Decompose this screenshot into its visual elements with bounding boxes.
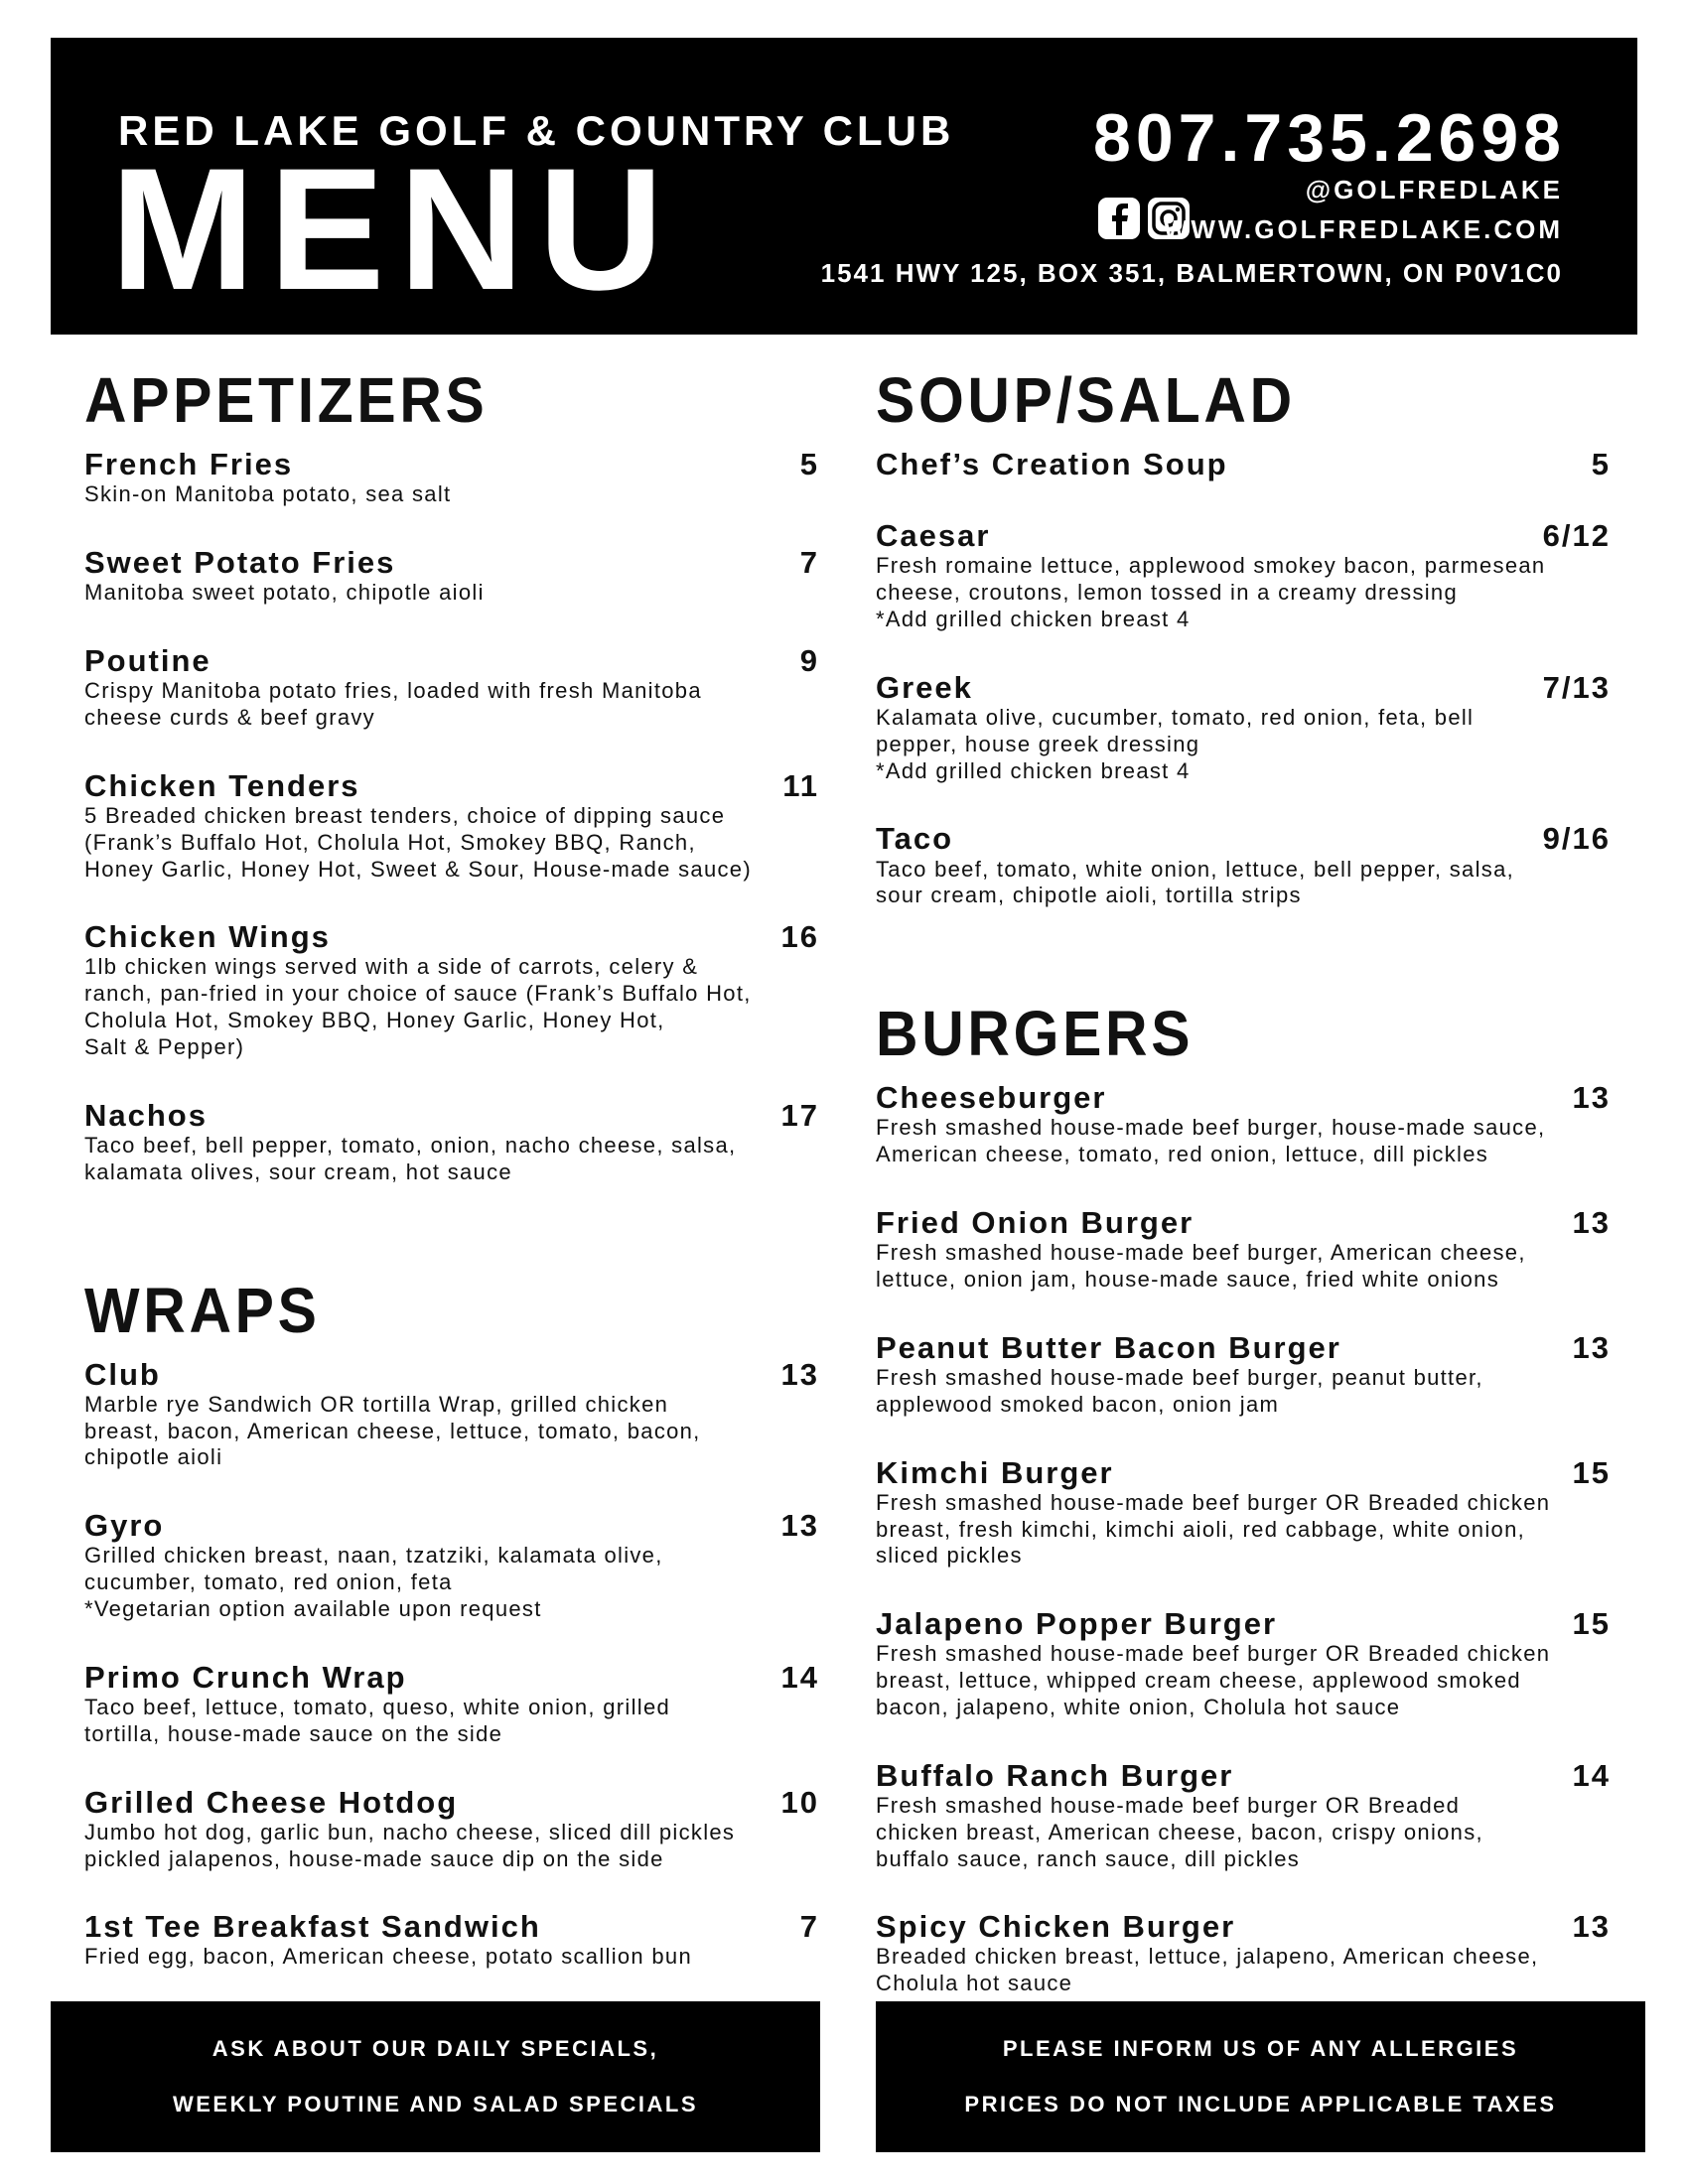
menu-item-description: Fresh smashed house-made beef burger, American cheese, lettuce, onion jam, house-made sauce, fried white onions — [876, 1240, 1526, 1293]
menu-item-description: Fresh smashed house-made beef burger OR Breaded chicken breast, fresh kimchi, kimchi aioli, red cabbage, white onion, sliced pickles — [876, 1489, 1551, 1569]
menu-item-price: 14 — [780, 1659, 819, 1695]
menu-item-description: Manitoba sweet potato, chipotle aioli — [84, 580, 485, 606]
menu-item-header — [84, 546, 819, 580]
menu-item-header — [876, 1081, 1611, 1115]
menu-item-name: Chef’s Creation Soup — [876, 447, 1228, 482]
footer-line: WEEKLY POUTINE AND SALAD SPECIALS — [172, 2092, 699, 2116]
menu-item-price: 15 — [1572, 1606, 1611, 1642]
menu-item-price: 5 — [799, 447, 819, 482]
menu-item-description: Skin-on Manitoba potato, sea salt — [84, 481, 452, 507]
menu-item-name: Kimchi Burger — [876, 1454, 1114, 1490]
menu-item — [876, 1331, 1611, 1419]
menu-item-description: Fresh smashed house-made beef burger, house-made sauce, American cheese, tomato, red onion, lettuce, dill pickles — [876, 1115, 1546, 1167]
menu-item-description: Fried egg, bacon, American cheese, potato scallion bun — [84, 1944, 692, 1970]
menu-item — [876, 1081, 1611, 1168]
menu-item-price: 13 — [780, 1508, 819, 1544]
menu-item — [876, 448, 1611, 481]
menu-item-header — [84, 1358, 819, 1392]
menu-item-name: Greek — [876, 669, 973, 705]
menu-item — [876, 822, 1611, 909]
appetizers-list — [84, 448, 819, 1185]
wraps-list — [84, 1358, 819, 1972]
menu-item-description: Kalamata olive, cucumber, tomato, red onion, feta, bell pepper, house greek dressing *Add grilled chicken breast 4 — [876, 704, 1475, 783]
menu-item-header — [84, 1661, 819, 1695]
menu-item-price: 13 — [1572, 1080, 1611, 1116]
menu-item-description: 1lb chicken wings served with a side of carrots, celery & ranch, pan-fried in your choice of sauce (Frank’s Buffalo Hot, Cholula Hot, Smokey BBQ, Honey Garlic, Honey Hot, Salt & Pepper) — [84, 954, 752, 1059]
menu-item-header — [84, 920, 819, 954]
appetizers-section — [84, 364, 819, 1186]
menu-item-header — [876, 519, 1611, 553]
menu-item-description: Fresh smashed house-made beef burger, peanut butter, applewood smoked bacon, onion jam — [876, 1364, 1483, 1417]
menu-item-name: Gyro — [84, 1508, 165, 1544]
menu-item-price: 7 — [799, 1909, 819, 1945]
menu-item-price: 14 — [1572, 1757, 1611, 1793]
facebook-icon — [1096, 196, 1142, 241]
menu-item — [84, 644, 819, 732]
section-title: SOUP/SALAD — [876, 364, 1296, 436]
soup-salad-section — [876, 364, 1611, 909]
menu-item-price: 11 — [782, 767, 819, 803]
club-name: RED LAKE GOLF & COUNTRY CLUB — [118, 107, 955, 154]
menu-item-name: Sweet Potato Fries — [84, 545, 396, 581]
menu-item-price: 13 — [1572, 1205, 1611, 1241]
soup-salad-list — [876, 448, 1611, 909]
phone-number: 807.735.2698 — [1093, 100, 1566, 176]
menu-item-header — [84, 769, 819, 803]
burgers-list — [876, 1081, 1611, 2024]
menu-item-name: French Fries — [84, 447, 294, 482]
menu-item-price: 9/16 — [1542, 821, 1611, 857]
menu-item-header — [876, 1910, 1611, 1944]
menu-item-description: Jumbo hot dog, garlic bun, nacho cheese, sliced dill pickles pickled jalapenos, house-made sauce dip on the side — [84, 1819, 736, 1871]
website: WWW.GOLFREDLAKE.COM — [1163, 214, 1563, 244]
menu-item-description: Taco beef, tomato, white onion, lettuce, bell pepper, salsa, sour cream, chipotle aioli, tortilla strips — [876, 856, 1515, 908]
menu-item — [876, 1456, 1611, 1570]
menu-item-name: Jalapeno Popper Burger — [876, 1606, 1278, 1642]
specials-notice — [51, 2001, 820, 2152]
menu-item-name: Chicken Wings — [84, 919, 331, 955]
menu-item-description: Fresh smashed house-made beef burger OR Breaded chicken breast, American cheese, bacon, crispy onions, buffalo sauce, ranch sauce, dill pickles — [876, 1792, 1483, 1871]
menu-item-price: 17 — [780, 1097, 819, 1133]
menu-item-header — [84, 448, 819, 481]
social-handle: @GOLFREDLAKE — [1305, 175, 1563, 205]
menu-item-name: Poutine — [84, 643, 211, 679]
menu-item-name: Chicken Tenders — [84, 767, 360, 803]
menu-item-header — [876, 1456, 1611, 1490]
menu-item-price: 5 — [1591, 447, 1611, 482]
menu-header — [51, 38, 1637, 335]
menu-item-header — [84, 1099, 819, 1133]
menu-item-header — [84, 1509, 819, 1543]
menu-item-name: Primo Crunch Wrap — [84, 1659, 407, 1695]
menu-item-name: Nachos — [84, 1097, 208, 1133]
menu-item-header — [84, 644, 819, 678]
menu-item — [84, 769, 819, 884]
menu-item-price: 7 — [799, 545, 819, 581]
section-title: APPETIZERS — [84, 364, 489, 436]
section-title: WRAPS — [84, 1274, 321, 1346]
menu-item — [876, 671, 1611, 785]
menu-item — [84, 1099, 819, 1186]
menu-item — [84, 1910, 819, 1971]
menu-item — [84, 546, 819, 607]
menu-item — [84, 920, 819, 1060]
burgers-section — [876, 998, 1611, 2024]
menu-item-price: 6/12 — [1542, 518, 1611, 554]
menu-item-description: Grilled chicken breast, naan, tzatziki, kalamata olive, cucumber, tomato, red onion, feta *Vegetarian option available upon request — [84, 1543, 663, 1622]
menu-item-header — [876, 1331, 1611, 1365]
menu-item-description: Breaded chicken breast, lettuce, jalapeno, American cheese, Cholula hot sauce — [876, 1944, 1539, 1996]
menu-item — [876, 519, 1611, 633]
menu-item-name: Buffalo Ranch Burger — [876, 1757, 1234, 1793]
menu-item-description: Taco beef, bell pepper, tomato, onion, nacho cheese, salsa, kalamata olives, sour cream, hot sauce — [84, 1132, 737, 1184]
menu-item-name: Spicy Chicken Burger — [876, 1909, 1236, 1945]
menu-item-description: Fresh romaine lettuce, applewood smokey bacon, parmesean cheese, croutons, lemon tossed in a creamy dressing *Add grilled chicken breast 4 — [876, 553, 1546, 632]
menu-item-description: Crispy Manitoba potato fries, loaded with fresh Manitoba cheese curds & beef gravy — [84, 678, 702, 730]
menu-item-name: Fried Onion Burger — [876, 1205, 1195, 1241]
menu-item-name: Club — [84, 1356, 161, 1392]
menu-item-name: Cheeseburger — [876, 1080, 1107, 1116]
left-column — [84, 364, 819, 2008]
menu-item-header — [876, 1607, 1611, 1641]
footer-line: PLEASE INFORM US OF ANY ALLERGIES — [1002, 2036, 1519, 2061]
menu-item-description: 5 Breaded chicken breast tenders, choice of dipping sauce (Frank’s Buffalo Hot, Cholula Hot, Smokey BBQ, Ranch, Honey Garlic, Honey Hot, Sweet & Sour, House-made sauce) — [84, 802, 752, 882]
menu-item-description: Taco beef, lettuce, tomato, queso, white onion, grilled tortilla, house-made sauce on the side — [84, 1694, 671, 1746]
right-column — [876, 364, 1611, 2062]
menu-item-name: Grilled Cheese Hotdog — [84, 1784, 459, 1820]
wraps-section — [84, 1274, 819, 1972]
menu-item-description: Fresh smashed house-made beef burger OR Breaded chicken breast, lettuce, whipped cream cheese, applewood smoked bacon, jalapeno, white onion, Cholula hot sauce — [876, 1641, 1551, 1719]
menu-item — [876, 1206, 1611, 1294]
menu-item-price: 13 — [1572, 1909, 1611, 1945]
menu-item — [84, 1786, 819, 1873]
section-title: BURGERS — [876, 998, 1195, 1070]
menu-item-header — [84, 1910, 819, 1944]
allergy-notice — [876, 2001, 1645, 2152]
menu-item-name: 1st Tee Breakfast Sandwich — [84, 1909, 541, 1945]
menu-item-name: Peanut Butter Bacon Burger — [876, 1329, 1341, 1365]
menu-item-price: 7/13 — [1542, 669, 1611, 705]
menu-item — [84, 1509, 819, 1623]
menu-item-price: 13 — [780, 1356, 819, 1392]
menu-item-header — [84, 1786, 819, 1820]
menu-item-header — [876, 822, 1611, 856]
footer-line: PRICES DO NOT INCLUDE APPLICABLE TAXES — [964, 2092, 1557, 2116]
menu-item-name: Taco — [876, 821, 954, 857]
address: 1541 HWY 125, BOX 351, BALMERTOWN, ON P0V1C0 — [820, 258, 1563, 288]
menu-item-price: 13 — [1572, 1329, 1611, 1365]
menu-item-price: 10 — [780, 1784, 819, 1820]
menu-item-header — [876, 1759, 1611, 1793]
menu-item — [84, 1358, 819, 1472]
menu-item-description: Marble rye Sandwich OR tortilla Wrap, grilled chicken breast, bacon, American cheese, lettuce, tomato, bacon, chipotle aioli — [84, 1391, 701, 1470]
menu-item — [84, 448, 819, 508]
menu-item-header — [876, 671, 1611, 705]
menu-item — [84, 1661, 819, 1748]
menu-item-header — [876, 1206, 1611, 1240]
menu-item — [876, 1607, 1611, 1721]
menu-item-name: Caesar — [876, 518, 991, 554]
menu-item — [876, 1759, 1611, 1873]
menu-item-price: 15 — [1572, 1454, 1611, 1490]
menu-title: MENU — [110, 133, 678, 327]
footer-line: ASK ABOUT OUR DAILY SPECIALS, — [211, 2036, 659, 2061]
menu-item-price: 9 — [799, 643, 819, 679]
menu-item-header — [876, 448, 1611, 481]
menu-item-price: 16 — [780, 919, 819, 955]
